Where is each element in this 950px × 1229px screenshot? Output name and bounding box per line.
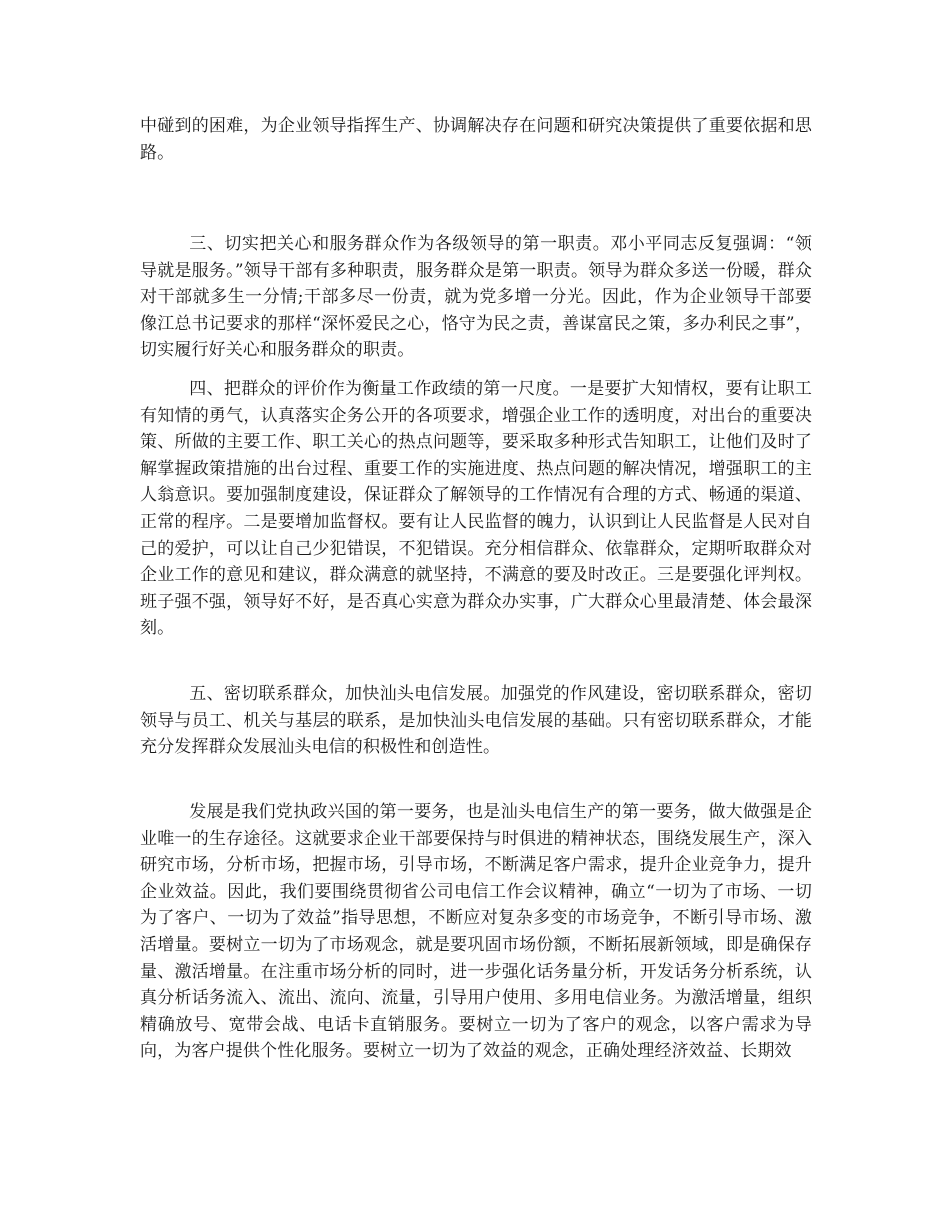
paragraph-section-four: 四、把群众的评价作为衡量工作政绩的第一尺度。一是要扩大知情权，要有让职工有知情的勇气，认真落实企务公开的各项要求，增强企业工作的透明度，对出台的重要决策、所做的主要工作、职工关心的热点问题等，要采取多种形式告知职工，让他们及时了解掌握政策措施的出台过程、重要工作的实施进度、热点问题的解决情况，增强职工的主人翁意识。要加强制度建设，保证群众了解领导的工作情况有合理的方式、畅通的渠道、正常的程序。二是要增加监督权。要有让人民监督的魄力，认识到让人民监督是人民对自己的爱护，可以让自己少犯错误，不犯错误。充分相信群众、依靠群众，定期听取群众对企业工作的意见和建议，群众满意的就坚持，不满意的要及时改正。三是要强化评判权。班子强不强，领导好不好，是否真心实意为群众办实事，广大群众心里最清楚、体会最深刻。 (140, 379, 812, 639)
paragraph-section-five: 五、密切联系群众，加快汕头电信发展。加强党的作风建设，密切联系群众，密切领导与员工、机关与基层的联系，是加快汕头电信发展的基础。只有密切联系群众，才能充分发挥群众发展汕头电信的积极性和创造性。 (140, 684, 812, 758)
paragraph-section-three: 三、切实把关心和服务群众作为各级领导的第一职责。邓小平同志反复强调：“领导就是服务。”领导干部有多种职责，服务群众是第一职责。领导为群众多送一份暖，群众对干部就多生一分情;干部多尽一份责，就为党多增一分光。因此，作为企业领导干部要像江总书记要求的那样“深怀爱民之心，恪守为民之责，善谋富民之策，多办利民之事”，切实履行好关心和服务群众的职责。 (140, 234, 812, 361)
paragraph-development: 发展是我们党执政兴国的第一要务，也是汕头电信生产的第一要务，做大做强是企业唯一的生存途径。这就要求企业干部要保持与时俱进的精神状态，围绕发展生产，深入研究市场，分析市场，把握市场，引导市场，不断满足客户需求，提升企业竞争力，提升企业效益。因此，我们要围绕贯彻省公司电信工作会议精神，确立“一切为了市场、一切为了客户、一切为了效益”指导思想，不断应对复杂多变的市场竞争，不断引导市场、激活增量。要树立一切为了市场观念，就是要巩固市场份额，不断拓展新领域，即是确保存量、激活增量。在注重市场分析的同时，进一步强化话务量分析，开发话务分析系统，认真分析话务流入、流出、流向、流量，引导用户使用、多用电信业务。为激活增量，组织精确放号、宽带会战、电话卡直销服务。要树立一切为了客户的观念，以客户需求为导向，为客户提供个性化服务。要树立一切为了效益的观念，正确处理经济效益、长期效 (140, 802, 812, 1062)
paragraph-continuation: 中碰到的困难，为企业领导指挥生产、协调解决存在问题和研究决策提供了重要依据和思路。 (140, 116, 812, 163)
